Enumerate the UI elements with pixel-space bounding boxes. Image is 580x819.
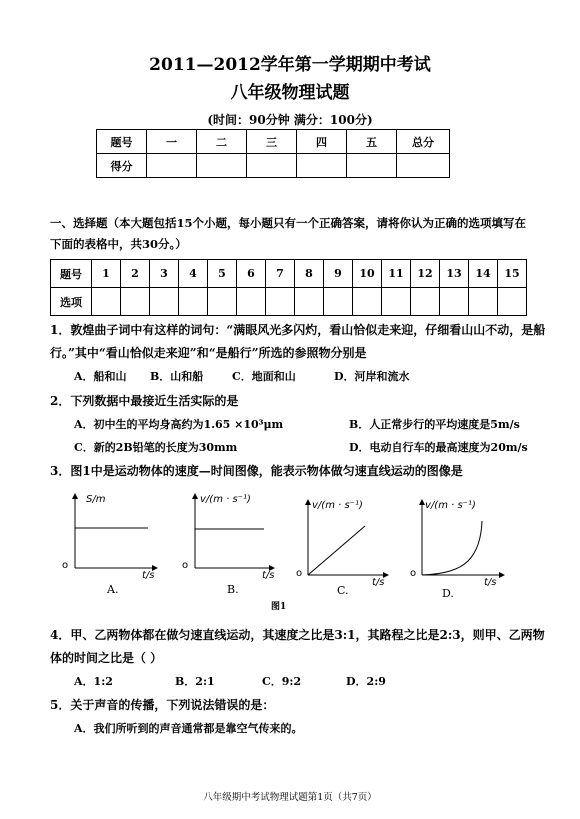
answer-cell[interactable] xyxy=(411,288,440,316)
answer-cell[interactable] xyxy=(324,288,353,316)
score-cell[interactable] xyxy=(397,154,450,178)
q4-option-d[interactable]: D．2:9 xyxy=(346,675,386,688)
graph-c-origin: o xyxy=(296,568,303,579)
q1-stem: 1．敦煌曲子词中有这样的词句：“满眼风光多闪灼，看山恰似走来迎，仔细看山山不动，是船 xyxy=(50,323,546,337)
answer-number: 12 xyxy=(411,260,440,288)
answer-cell[interactable] xyxy=(237,288,266,316)
q4-stem: 4．甲、乙两物体都在做匀速直线运动，其速度之比是3:1，其路程之比是2:3，则甲、乙两物 xyxy=(50,628,545,642)
q4-stem-cont: 体的时间之比是（ ） xyxy=(50,651,163,665)
exam-meta: (时间：90分钟 满分：100分) xyxy=(207,113,373,127)
graph-b-ylabel: v/(m · s⁻¹) xyxy=(200,494,251,505)
score-cell[interactable] xyxy=(297,154,347,178)
answer-number: 14 xyxy=(469,260,498,288)
score-table xyxy=(96,129,450,178)
graph-b-letter: B. xyxy=(227,583,239,596)
q4-option-b[interactable]: B．2:1 xyxy=(175,675,215,688)
answer-number: 3 xyxy=(150,260,179,288)
answer-number: 7 xyxy=(266,260,295,288)
answer-number: 15 xyxy=(498,260,527,288)
table-row xyxy=(51,288,527,316)
graph-a-ylabel: S/m xyxy=(86,494,106,505)
answer-row-label: 选项 xyxy=(51,288,92,316)
answer-cell[interactable] xyxy=(353,288,382,316)
graph-d-origin: o xyxy=(410,568,417,579)
answer-number: 8 xyxy=(295,260,324,288)
answer-cell[interactable] xyxy=(92,288,121,316)
answer-cell[interactable] xyxy=(179,288,208,316)
graph-c-letter: C. xyxy=(337,584,349,597)
q5-option-a[interactable]: A．我们所听到的声音通常都是靠空气传来的。 xyxy=(74,722,303,735)
graph-a xyxy=(75,496,155,568)
graph-b xyxy=(195,496,272,568)
q4-option-c[interactable]: C．9:2 xyxy=(262,675,302,688)
score-header-cell: 三 xyxy=(247,130,297,154)
graph-d-letter: D. xyxy=(442,587,454,600)
answer-cell[interactable] xyxy=(295,288,324,316)
q1-option-a[interactable]: A．船和山 xyxy=(74,370,127,383)
q3-stem: 3．图1中是运动物体的速度—时间图像，能表示物体做匀速直线运动的图像是 xyxy=(50,464,463,478)
exam-title: 2011—2012学年第一学期期中考试 xyxy=(149,55,431,75)
q1-option-c[interactable]: C．地面和山 xyxy=(232,370,296,383)
q5-stem: 5．关于声音的传播，下列说法错误的是： xyxy=(50,698,275,712)
q2-stem: 2．下列数据中最接近生活实际的是 xyxy=(50,394,239,408)
graph-a-letter: A. xyxy=(107,583,119,596)
table-row xyxy=(51,260,527,288)
answer-number: 6 xyxy=(237,260,266,288)
graph-d xyxy=(422,502,502,575)
graph-a-xlabel: t/s xyxy=(142,570,155,581)
graph-d-ylabel: v/(m · s⁻¹) xyxy=(425,500,476,511)
exam-subtitle: 八年级物理试题 xyxy=(230,83,350,103)
answer-cell[interactable] xyxy=(469,288,498,316)
graph-d-curve xyxy=(422,521,482,575)
score-header-cell: 二 xyxy=(197,130,247,154)
q1-option-d[interactable]: D．河岸和流水 xyxy=(334,370,410,383)
answer-number: 4 xyxy=(179,260,208,288)
q1-stem-cont: 行。”其中“看山恰似走来迎”和“是船行”所选的参照物分别是 xyxy=(50,346,367,360)
answer-cell[interactable] xyxy=(150,288,179,316)
answer-cell[interactable] xyxy=(121,288,150,316)
answer-cell[interactable] xyxy=(382,288,411,316)
answer-number: 2 xyxy=(121,260,150,288)
score-header-cell: 总分 xyxy=(397,130,450,154)
answer-header-label: 题号 xyxy=(51,260,92,288)
score-cell[interactable] xyxy=(147,154,197,178)
graph-b-origin: o xyxy=(182,560,189,571)
score-cell[interactable] xyxy=(347,154,397,178)
answer-cell[interactable] xyxy=(498,288,527,316)
section1-intro-cont: 下面的表格中，共30分。） xyxy=(50,237,187,251)
answer-number: 10 xyxy=(353,260,382,288)
score-header-cell: 五 xyxy=(347,130,397,154)
graph-c xyxy=(308,502,386,575)
score-cell[interactable] xyxy=(247,154,297,178)
answer-table xyxy=(50,259,527,316)
answer-cell[interactable] xyxy=(266,288,295,316)
q2-option-d[interactable]: D．电动自行车的最高速度为20m/s xyxy=(349,441,528,454)
score-header-cell: 题号 xyxy=(97,130,147,154)
q2-option-a[interactable]: A．初中生的平均身高约为1.65 ×10³μm xyxy=(74,418,284,431)
answer-cell[interactable] xyxy=(440,288,469,316)
answer-number: 9 xyxy=(324,260,353,288)
answer-cell[interactable] xyxy=(208,288,237,316)
page-footer: 八年级期中考试物理试题第1页（共7页） xyxy=(203,792,377,803)
graph-b-xlabel: t/s xyxy=(262,570,275,581)
q2-option-b[interactable]: B．人正常步行的平均速度是5m/s xyxy=(349,418,520,431)
graph-d-xlabel: t/s xyxy=(484,577,497,588)
graph-c-line xyxy=(308,526,365,575)
table-row xyxy=(97,154,450,178)
answer-number: 1 xyxy=(92,260,121,288)
answer-number: 5 xyxy=(208,260,237,288)
graph-c-ylabel: v/(m · s⁻¹) xyxy=(312,500,363,511)
graph-a-origin: o xyxy=(62,560,69,571)
answer-number: 13 xyxy=(440,260,469,288)
graph-c-xlabel: t/s xyxy=(372,577,385,588)
q2-option-c[interactable]: C．新的2B铅笔的长度为30mm xyxy=(74,441,238,454)
table-row xyxy=(97,130,450,154)
score-header-cell: 一 xyxy=(147,130,197,154)
score-header-cell: 四 xyxy=(297,130,347,154)
score-row-label: 得分 xyxy=(97,154,147,178)
score-cell[interactable] xyxy=(197,154,247,178)
section1-intro: 一、选择题（本大题包括15个小题，每小题只有一个正确答案，请将你认为正确的选项填写在 xyxy=(50,216,526,230)
figure-caption: 图1 xyxy=(271,602,287,612)
q4-option-a[interactable]: A．1:2 xyxy=(74,675,113,688)
q1-option-b[interactable]: B．山和船 xyxy=(150,370,204,383)
answer-number: 11 xyxy=(382,260,411,288)
